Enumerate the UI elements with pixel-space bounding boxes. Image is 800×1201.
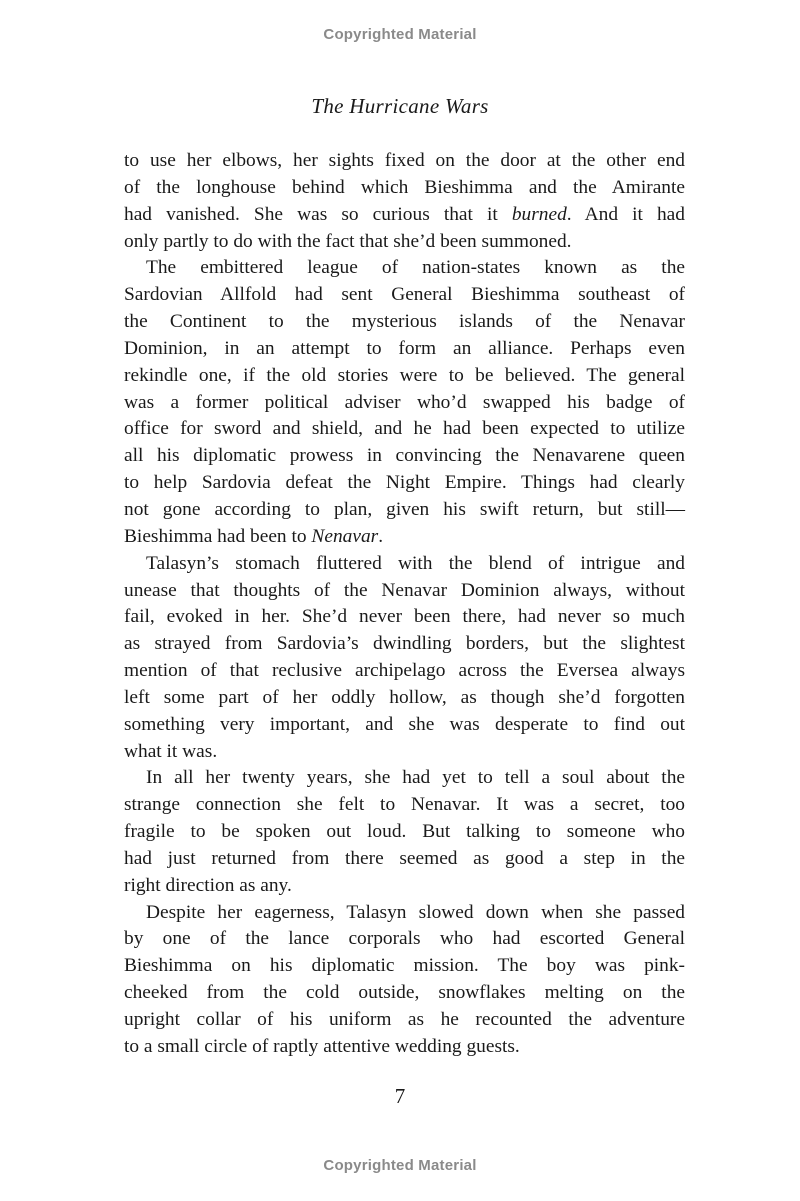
text-line: all his diplomatic prowess in convincing the Nenavarene queen <box>124 445 685 467</box>
text-line: had just returned from there seemed as good a step in the <box>124 847 685 869</box>
text-line: rekindle one, if the old stories were to be believed. The general <box>124 364 685 386</box>
copyright-watermark-bottom: Copyrighted Material <box>323 1157 477 1174</box>
text-line: something very important, and she was desperate to find out <box>124 713 685 735</box>
text-line: Bieshimma had been to Nenavar. <box>124 525 384 547</box>
text-line: had vanished. She was so curious that it burned. And it had <box>124 203 685 225</box>
text-line: the Continent to the mysterious islands of the Nenavar <box>124 311 685 333</box>
emphasis: Nenavar <box>311 525 379 547</box>
text-line: to a small circle of raptly attentive wedding guests. <box>124 1035 520 1057</box>
text-line: mention of that reclusive archipelago across the Eversea always <box>124 660 685 682</box>
text-line: Despite her eagerness, Talasyn slowed down when she passed <box>146 901 685 923</box>
text-line: upright collar of his uniform as he recounted the adventure <box>124 1009 685 1030</box>
text-line: Bieshimma on his diplomatic mission. The boy was pink- <box>124 955 685 977</box>
text-line: as strayed from Sardovia’s dwindling borders, but the slightest <box>124 633 685 655</box>
paragraph-4 <box>124 765 685 899</box>
paragraph-1 <box>124 148 685 255</box>
text-line: not gone according to plan, given his swift return, but still— <box>124 498 685 520</box>
text-line: was a former political adviser who’d swapped his badge of <box>124 391 685 413</box>
text-line: by one of the lance corporals who had escorted General <box>124 928 685 950</box>
copyright-watermark-top: Copyrighted Material <box>323 26 477 43</box>
text-line: of the longhouse behind which Bieshimma and the Amirante <box>124 176 685 198</box>
text-line: Talasyn’s stomach fluttered with the blend of intrigue and <box>146 552 685 574</box>
page-number: 7 <box>394 1084 406 1108</box>
text-line: In all her twenty years, she had yet to tell a soul about the <box>146 767 685 789</box>
text-line: fail, evoked in her. She’d never been there, had never so much <box>124 606 685 628</box>
emphasis: burned <box>511 203 567 225</box>
paragraph-3 <box>124 551 685 766</box>
text-line: office for sword and shield, and he had been expected to utilize <box>124 418 685 440</box>
running-head: The Hurricane Wars <box>311 94 489 118</box>
text-line: cheeked from the cold outside, snowflakes melting on the <box>124 982 685 1004</box>
text-line: fragile to be spoken out loud. But talking to someone who <box>124 821 685 843</box>
paragraph-5 <box>124 900 685 1061</box>
text-line: what it was. <box>124 740 218 762</box>
text-line: to use her elbows, her sights fixed on the door at the other end <box>124 150 685 171</box>
text-line: to help Sardovia defeat the Night Empire. Things had clearly <box>124 472 685 494</box>
text-line: The embittered league of nation-states known as the <box>146 257 685 279</box>
text-line: Dominion, in an attempt to form an alliance. Perhaps even <box>124 337 685 359</box>
text-line: left some part of her oddly hollow, as though she’d forgotten <box>124 686 685 708</box>
text-line: only partly to do with the fact that she’d been summoned. <box>124 230 572 252</box>
body-text <box>124 148 685 1061</box>
text-line: unease that thoughts of the Nenavar Dominion always, without <box>124 579 685 601</box>
text-line: right direction as any. <box>124 874 292 896</box>
text-line: strange connection she felt to Nenavar. It was a secret, too <box>124 794 685 816</box>
text-line: Sardovian Allfold had sent General Bieshimma southeast of <box>124 284 685 306</box>
paragraph-2 <box>124 255 685 550</box>
